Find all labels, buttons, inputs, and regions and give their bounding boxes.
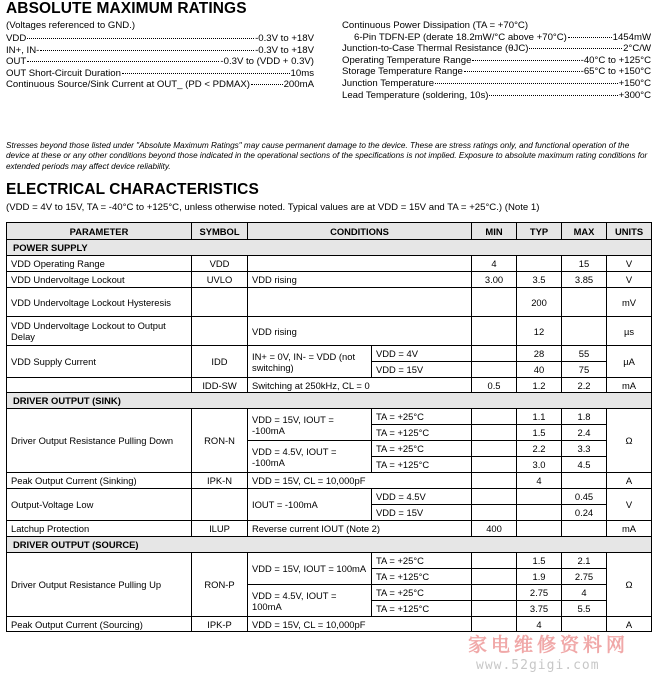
col-header-units: UNITS — [607, 223, 652, 240]
table-row — [7, 521, 652, 537]
table-header-row — [7, 223, 652, 240]
cond-cell: VDD = 15V, IOUT = -100mA — [248, 409, 372, 441]
param-cell: VDD Undervoltage Lockout to Output Delay — [7, 317, 192, 346]
min-cell — [472, 457, 517, 473]
cond-cell: VDD = 15V, CL = 10,000pF — [248, 473, 472, 489]
param-cell: Driver Output Resistance Pulling Up — [7, 553, 192, 617]
typ-cell: 2.2 — [517, 441, 562, 457]
min-cell — [472, 346, 517, 362]
min-cell — [472, 569, 517, 585]
symbol-cell: IPK-P — [192, 617, 248, 632]
amr-title: ABSOLUTE MAXIMUM RATINGS — [6, 0, 247, 17]
amr-right-row: Junction Temperature +150°C — [342, 77, 651, 89]
cond-cell: VDD = 4.5V, IOUT = 100mA — [248, 585, 372, 617]
cond-cell: Switching at 250kHz, CL = 0 — [248, 378, 472, 393]
max-cell: 55 — [562, 346, 607, 362]
min-cell — [472, 505, 517, 521]
typ-cell: 40 — [517, 362, 562, 378]
typ-cell: 28 — [517, 346, 562, 362]
max-cell: 5.5 — [562, 601, 607, 617]
subcond-cell: TA = +25°C — [372, 441, 472, 457]
table-row — [7, 272, 652, 288]
table-row — [7, 553, 652, 569]
table-row — [7, 473, 652, 489]
typ-cell: 1.2 — [517, 378, 562, 393]
section-row — [7, 393, 652, 409]
amr-right-row: 6-Pin TDFN-EP (derate 18.2mW/°C above +70°C) 1454mW — [354, 31, 651, 43]
typ-cell: 12 — [517, 317, 562, 346]
ec-title: ELECTRICAL CHARACTERISTICS — [6, 181, 259, 198]
max-cell: 0.24 — [562, 505, 607, 521]
symbol-cell: ILUP — [192, 521, 248, 537]
typ-cell: 3.0 — [517, 457, 562, 473]
section-driver-sink: DRIVER OUTPUT (SINK) — [7, 393, 652, 409]
min-cell: 4 — [472, 256, 517, 272]
typ-cell: 2.75 — [517, 585, 562, 601]
typ-cell: 1.1 — [517, 409, 562, 425]
cond-cell: VDD rising — [248, 272, 472, 288]
min-cell — [472, 288, 517, 317]
subcond-cell: TA = +25°C — [372, 585, 472, 601]
typ-cell — [517, 256, 562, 272]
max-cell — [562, 288, 607, 317]
col-header-typ: TYP — [517, 223, 562, 240]
param-cell: VDD Undervoltage Lockout Hysteresis — [7, 288, 192, 317]
amr-left-row: IN+, IN- -0.3V to +18V — [6, 44, 314, 56]
cond-cell: VDD = 15V, CL = 10,000pF — [248, 617, 472, 632]
max-cell — [562, 317, 607, 346]
min-cell — [472, 317, 517, 346]
subcond-cell: TA = +125°C — [372, 425, 472, 441]
symbol-cell — [192, 489, 248, 521]
param-cell: VDD Undervoltage Lockout — [7, 272, 192, 288]
cond-cell — [248, 288, 472, 317]
amr-right-list — [342, 20, 651, 101]
amr-right-row: Storage Temperature Range -65°C to +150°C — [342, 66, 651, 78]
table-row — [7, 346, 652, 362]
symbol-cell: IDD — [192, 346, 248, 378]
symbol-cell — [192, 288, 248, 317]
unit-cell: V — [607, 256, 652, 272]
subcond-cell: VDD = 15V — [372, 505, 472, 521]
cond-cell: IN+ = 0V, IN- = VDD (not switching) — [248, 346, 372, 378]
cond-cell: VDD = 4.5V, IOUT = -100mA — [248, 441, 372, 473]
subcond-cell: TA = +25°C — [372, 409, 472, 425]
amr-left-row: OUT -0.3V to (VDD + 0.3V) — [6, 56, 314, 68]
unit-cell: Ω — [607, 553, 652, 617]
typ-cell: 1.5 — [517, 425, 562, 441]
typ-cell — [517, 521, 562, 537]
max-cell: 3.3 — [562, 441, 607, 457]
max-cell: 1.8 — [562, 409, 607, 425]
watermark-text: 家电维修资料网 — [468, 634, 630, 656]
typ-cell: 1.9 — [517, 569, 562, 585]
col-header-symbol: SYMBOL — [192, 223, 248, 240]
max-cell: 75 — [562, 362, 607, 378]
subcond-cell: VDD = 4.5V — [372, 489, 472, 505]
max-cell: 2.2 — [562, 378, 607, 393]
unit-cell: mA — [607, 378, 652, 393]
col-header-parameter: PARAMETER — [7, 223, 192, 240]
unit-cell: A — [607, 617, 652, 632]
watermark-url: www.52gigi.com — [476, 658, 600, 673]
unit-cell: mA — [607, 521, 652, 537]
symbol-cell: UVLO — [192, 272, 248, 288]
typ-cell — [517, 489, 562, 505]
max-cell: 2.4 — [562, 425, 607, 441]
max-cell: 3.85 — [562, 272, 607, 288]
symbol-cell: RON-P — [192, 553, 248, 617]
typ-cell — [517, 505, 562, 521]
param-cell: Peak Output Current (Sinking) — [7, 473, 192, 489]
cond-cell: VDD rising — [248, 317, 472, 346]
param-cell: Driver Output Resistance Pulling Down — [7, 409, 192, 473]
min-cell: 400 — [472, 521, 517, 537]
min-cell — [472, 409, 517, 425]
cond-cell: IOUT = -100mA — [248, 489, 372, 521]
amr-left-row: OUT Short-Circuit Duration 10ms — [6, 67, 314, 79]
symbol-cell: RON-N — [192, 409, 248, 473]
symbol-cell: IDD-SW — [192, 378, 248, 393]
unit-cell: µs — [607, 317, 652, 346]
col-header-conditions: CONDITIONS — [248, 223, 472, 240]
symbol-cell: IPK-N — [192, 473, 248, 489]
subcond-cell: VDD = 15V — [372, 362, 472, 378]
table-row — [7, 288, 652, 317]
min-cell — [472, 489, 517, 505]
min-cell — [472, 553, 517, 569]
max-cell — [562, 521, 607, 537]
param-cell: Output-Voltage Low — [7, 489, 192, 521]
typ-cell: 3.5 — [517, 272, 562, 288]
table-row — [7, 378, 652, 393]
unit-cell: V — [607, 272, 652, 288]
subcond-cell: TA = +25°C — [372, 553, 472, 569]
amr-right-row: Junction-to-Case Thermal Resistance (θJC) 2°C/W — [342, 43, 651, 55]
subcond-cell: TA = +125°C — [372, 569, 472, 585]
typ-cell: 4 — [517, 473, 562, 489]
col-header-max: MAX — [562, 223, 607, 240]
min-cell: 3.00 — [472, 272, 517, 288]
amr-right-header: Continuous Power Dissipation (TA = +70°C) — [342, 20, 529, 31]
amr-note: (Voltages referenced to GND.) — [6, 20, 136, 31]
max-cell: 4.5 — [562, 457, 607, 473]
param-cell: Peak Output Current (Sourcing) — [7, 617, 192, 632]
min-cell — [472, 473, 517, 489]
max-cell: 2.1 — [562, 553, 607, 569]
amr-left-row: Continuous Source/Sink Current at OUT_ (PD < PDMAX) 200mA — [6, 79, 314, 91]
typ-cell: 3.75 — [517, 601, 562, 617]
min-cell — [472, 425, 517, 441]
max-cell: 15 — [562, 256, 607, 272]
section-driver-source: DRIVER OUTPUT (SOURCE) — [7, 537, 652, 553]
max-cell — [562, 473, 607, 489]
param-cell — [7, 378, 192, 393]
section-row — [7, 537, 652, 553]
unit-cell: mV — [607, 288, 652, 317]
amr-right-row: Operating Temperature Range -40°C to +125°C — [342, 54, 651, 66]
symbol-cell: VDD — [192, 256, 248, 272]
max-cell: 2.75 — [562, 569, 607, 585]
ec-conditions: (VDD = 4V to 15V, TA = -40°C to +125°C, unless otherwise noted. Typical values are at VDD = 15V and TA = +25°C.) (Note 1) — [6, 202, 540, 213]
typ-cell: 1.5 — [517, 553, 562, 569]
table-row — [7, 409, 652, 425]
typ-cell: 200 — [517, 288, 562, 317]
max-cell: 4 — [562, 585, 607, 601]
stress-note: Stresses beyond those listed under "Absolute Maximum Ratings" may cause permanent damage to the device. These are stress ratings only, and functional operation of the device at these or any other conditions beyond those indicated in the operational sections of the specifications is not implied. Exposure to absolute maximum rating conditions for extended periods may affect device reliability. — [6, 141, 648, 171]
min-cell — [472, 601, 517, 617]
max-cell: 0.45 — [562, 489, 607, 505]
cond-cell — [248, 256, 472, 272]
min-cell: 0.5 — [472, 378, 517, 393]
typ-cell: 4 — [517, 617, 562, 632]
unit-cell: V — [607, 489, 652, 521]
col-header-min: MIN — [472, 223, 517, 240]
param-cell: VDD Supply Current — [7, 346, 192, 378]
cond-cell: VDD = 15V, IOUT = 100mA — [248, 553, 372, 585]
table-row — [7, 489, 652, 505]
subcond-cell: TA = +125°C — [372, 457, 472, 473]
unit-cell: Ω — [607, 409, 652, 473]
table-row — [7, 256, 652, 272]
min-cell — [472, 441, 517, 457]
section-row — [7, 240, 652, 256]
min-cell — [472, 362, 517, 378]
unit-cell: µA — [607, 346, 652, 378]
amr-right-row: Lead Temperature (soldering, 10s) +300°C — [342, 89, 651, 101]
section-power-supply: POWER SUPPLY — [7, 240, 652, 256]
amr-left-list — [6, 33, 314, 91]
param-cell: VDD Operating Range — [7, 256, 192, 272]
amr-left-row: VDD -0.3V to +18V — [6, 33, 314, 44]
subcond-cell: VDD = 4V — [372, 346, 472, 362]
symbol-cell — [192, 317, 248, 346]
param-cell: Latchup Protection — [7, 521, 192, 537]
min-cell — [472, 585, 517, 601]
ec-table — [6, 222, 652, 632]
unit-cell: A — [607, 473, 652, 489]
subcond-cell: TA = +125°C — [372, 601, 472, 617]
cond-cell: Reverse current IOUT (Note 2) — [248, 521, 472, 537]
table-row — [7, 317, 652, 346]
